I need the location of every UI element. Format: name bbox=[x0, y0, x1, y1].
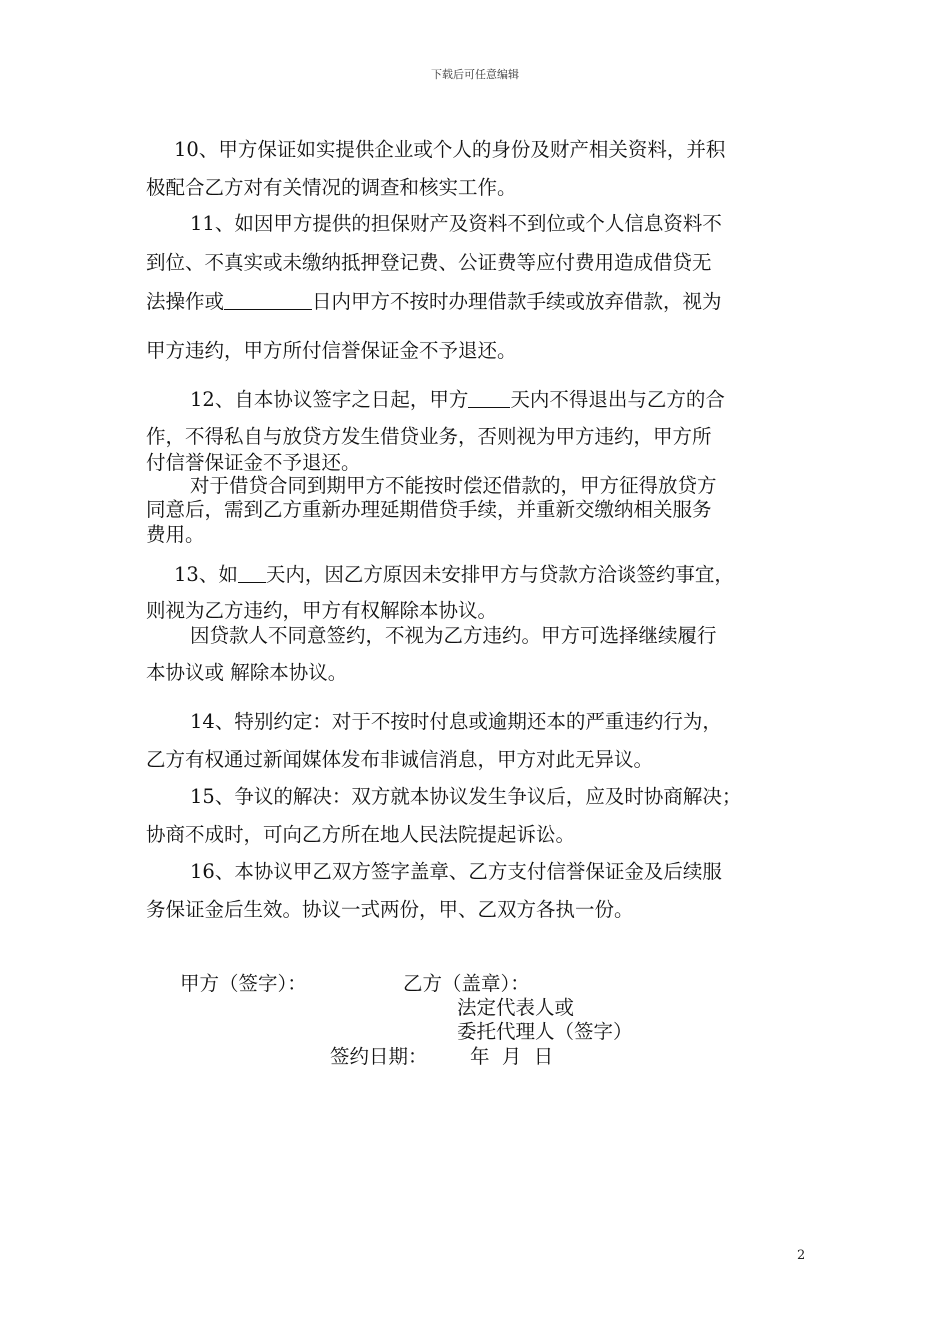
clause-10-line-2: 极配合乙方对有关情况的调查和核实工作。 bbox=[146, 176, 517, 199]
legal-representative-label: 法定代表人或 bbox=[457, 996, 575, 1019]
clause-12-line-1-end: 天内不得退出与乙方的合 bbox=[510, 388, 725, 411]
clause-13-line-1-end: 天内，因乙方原因未安排甲方与贷款方洽谈签约事宜， bbox=[265, 563, 734, 586]
authorized-agent-label: 委托代理人（签字） bbox=[457, 1020, 633, 1043]
signing-date-value: 年 月 日 bbox=[470, 1045, 554, 1068]
clause-10-line-1: 10、甲方保证如实提供企业或个人的身份及财产相关资料，并积 bbox=[174, 138, 726, 161]
clause-15-line-2: 协商不成时，可向乙方所在地人民法院提起诉讼。 bbox=[146, 823, 576, 846]
clause-12-line-1 bbox=[190, 387, 725, 412]
clause-12-line-6: 费用。 bbox=[146, 523, 205, 546]
signing-date-label: 签约日期： bbox=[330, 1045, 428, 1068]
days-blank-11[interactable] bbox=[224, 289, 312, 310]
clause-11-line-3 bbox=[146, 289, 722, 314]
clause-16-line-2: 务保证金后生效。协议一式两份，甲、乙双方各执一份。 bbox=[146, 898, 634, 921]
clause-12-line-1-start: 12、自本协议签字之日起，甲方 bbox=[190, 388, 469, 411]
clause-14-line-1: 14、特别约定：对于不按时付息或逾期还本的严重违约行为， bbox=[190, 710, 722, 733]
clause-11-line-3-end: 日内甲方不按时办理借款手续或放弃借款，视为 bbox=[312, 290, 722, 313]
clause-11-line-2: 到位、不真实或未缴纳抵押登记费、公证费等应付费用造成借贷无 bbox=[146, 251, 712, 274]
clause-13-line-1-start: 13、如 bbox=[174, 563, 238, 586]
days-blank-12[interactable] bbox=[468, 387, 510, 408]
clause-13-line-1 bbox=[174, 562, 734, 587]
clause-12-line-4: 对于借贷合同到期甲方不能按时偿还借款的，甲方征得放贷方 bbox=[190, 474, 717, 497]
clause-13-line-2: 则视为乙方违约，甲方有权解除本协议。 bbox=[146, 599, 498, 622]
clause-12-line-5: 同意后，需到乙方重新办理延期借贷手续，并重新交缴纳相关服务 bbox=[146, 498, 712, 521]
days-blank-13[interactable] bbox=[238, 562, 266, 583]
clause-13-line-4: 本协议或 解除本协议。 bbox=[146, 661, 348, 684]
clause-14-line-2: 乙方有权通过新闻媒体发布非诚信消息，甲方对此无异议。 bbox=[146, 748, 654, 771]
clause-13-line-3: 因贷款人不同意签约，不视为乙方违约。甲方可选择继续履行 bbox=[190, 624, 717, 647]
clause-11-line-4: 甲方违约，甲方所付信誉保证金不予退还。 bbox=[146, 339, 517, 362]
clause-16-line-1: 16、本协议甲乙双方签字盖章、乙方支付信誉保证金及后续服 bbox=[190, 860, 722, 883]
clause-12-line-3: 付信誉保证金不予退还。 bbox=[146, 451, 361, 474]
header-note: 下载后可任意编辑 bbox=[431, 68, 519, 81]
clause-11-line-1: 11、如因甲方提供的担保财产及资料不到位或个人信息资料不 bbox=[190, 212, 722, 235]
page-number: 2 bbox=[797, 1248, 806, 1263]
clause-15-line-1: 15、争议的解决：双方就本协议发生争议后，应及时协商解决； bbox=[190, 785, 742, 808]
clause-12-line-2: 作，不得私自与放贷方发生借贷业务，否则视为甲方违约，甲方所 bbox=[146, 425, 712, 448]
clause-11-line-3-start: 法操作或 bbox=[146, 290, 225, 313]
party-a-signature-label: 甲方（签字）： bbox=[180, 972, 307, 995]
party-b-seal-label: 乙方（盖章）： bbox=[403, 972, 530, 995]
